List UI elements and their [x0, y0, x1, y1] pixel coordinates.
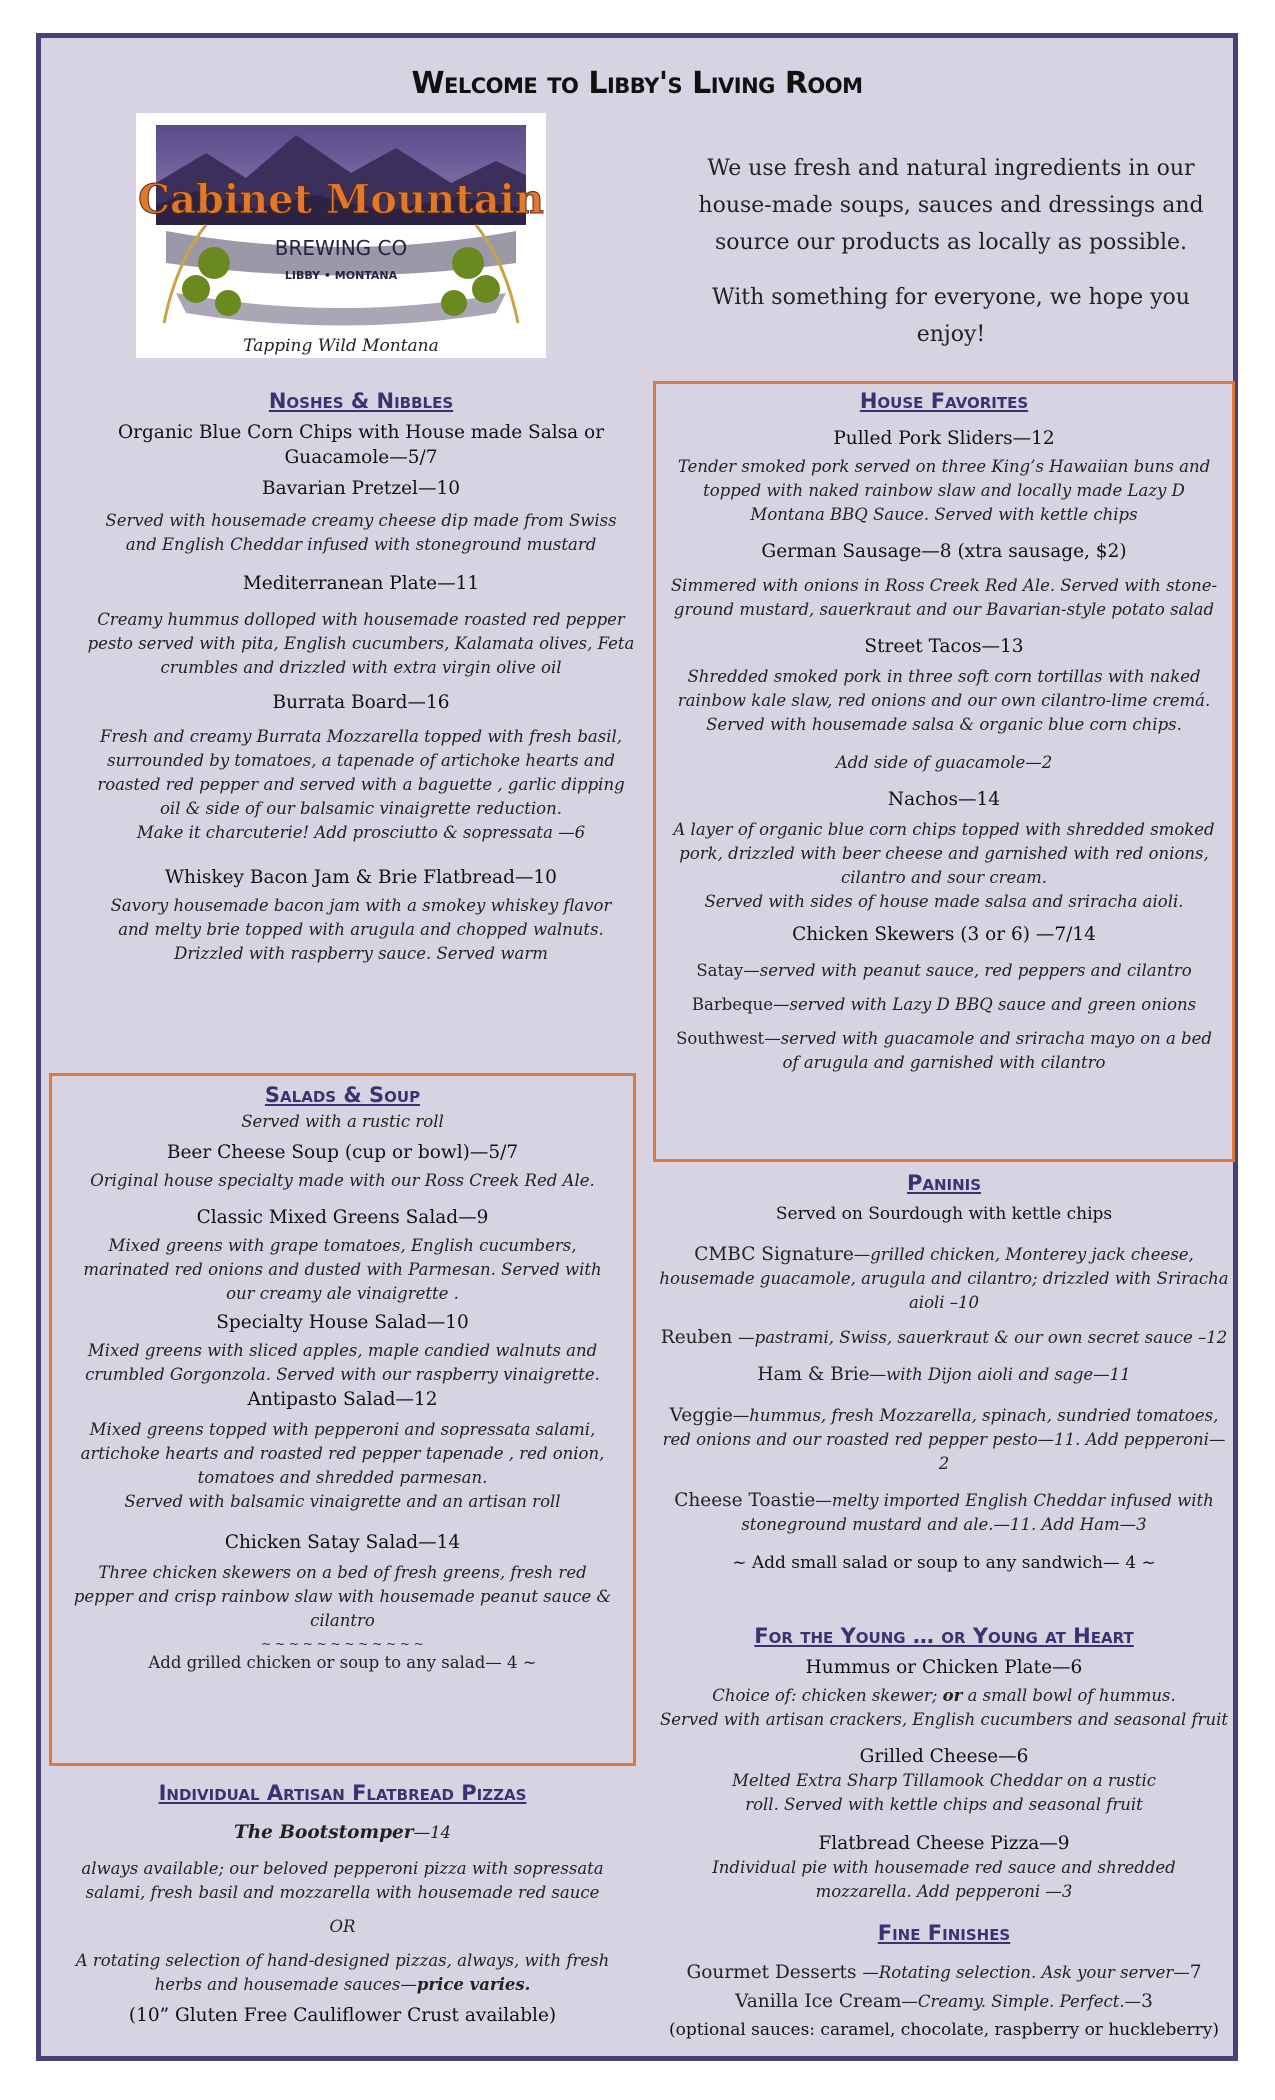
item-description: Mixed greens with grape tomatoes, English cucumbers, marinated red onions and dusted with Parmesan. Served with our creamy ale vinaigrette . — [83, 1236, 602, 1303]
menu-item: Hummus or Chicken Plate—6 — [805, 1657, 1083, 1678]
logo-tagline: Tapping Wild Montana — [243, 336, 439, 356]
section-house-favorites — [653, 381, 1235, 1162]
section-paninis — [653, 1168, 1235, 1575]
skewer-option-name: Satay — [696, 961, 744, 980]
menu-page — [36, 33, 1238, 2061]
item-description: Mixed greens topped with pepperoni and sopressata salami, artichoke hearts and roasted red pepper tapenade , red onion, tomatoes and shredded parmesan. — [80, 1420, 605, 1487]
panini-desc: —pastrami, Swiss, sauerkraut & our own secret sauce –12 — [738, 1328, 1228, 1347]
section-heading: Noshes & Nibbles — [268, 389, 454, 413]
dessert-item — [653, 1960, 1235, 1985]
panini-desc: —hummus, fresh Mozzarella, spinach, sundried tomatoes, red onions and our roasted red pepper pesto—11. Add pepperoni—2 — [662, 1406, 1226, 1473]
dessert-name: Gourmet Desserts — [686, 1962, 863, 1983]
item-description: Savory housemade bacon jam with a smokey whiskey flavor and melty brie topped with arugula and chopped walnuts. Drizzled with raspberry sauce. Served warm — [110, 896, 612, 963]
skewer-option-name: Barbeque — [691, 995, 773, 1014]
logo-brand-text: Cabinet Mountain — [138, 176, 544, 223]
price-varies: price varies. — [416, 1975, 531, 1994]
item-extra: Served with sides of house made salsa and sriracha aioli. — [704, 892, 1184, 911]
panini-name: Ham & Brie — [757, 1364, 870, 1385]
section-addon: Add grilled chicken or soup to any salad— 4 ~ — [148, 1653, 537, 1672]
menu-item: Flatbread Cheese Pizza—9 — [818, 1833, 1070, 1854]
item-extra: Add side of guacamole—2 — [835, 753, 1053, 772]
section-heading: House Favorites — [859, 389, 1029, 413]
section-heading: For the Young … or Young at Heart — [754, 1624, 1134, 1648]
section-heading: Salads & Soup — [264, 1083, 421, 1107]
rotating-text: A rotating selection of hand-designed pizzas, always, with fresh herbs and housemade sauces— — [75, 1951, 610, 1994]
menu-item — [49, 1820, 636, 1845]
intro-paragraph-1: We use fresh and natural ingredients in our house-made soups, sauces and dressings and source our products as locally as possible. — [698, 156, 1204, 255]
skewer-option — [668, 993, 1220, 1017]
brewery-logo — [136, 113, 546, 358]
section-heading: Paninis — [906, 1171, 982, 1195]
item-description: Tender smoked pork served on three King’s Hawaiian buns and topped with naked rainbow slaw and locally made Lazy D Montana BBQ Sauce. Served with kettle chips — [677, 457, 1211, 524]
pizza-price: —14 — [413, 1823, 452, 1842]
item-description: Individual pie with housemade red sauce and shredded mozzarella. Add pepperoni —3 — [712, 1858, 1176, 1901]
item-description — [49, 1949, 636, 1997]
skewer-option-name: Southwest — [676, 1029, 765, 1048]
dessert-price: 3 — [1141, 1991, 1153, 2012]
menu-item: Grilled Cheese—6 — [859, 1746, 1029, 1767]
dessert-name: Vanilla Ice Cream — [735, 1991, 902, 2012]
item-description: Served with housemade creamy cheese dip made from Swiss and English Cheddar infused with stoneground mustard — [105, 511, 617, 554]
item-description: Simmered with onions in Ross Creek Red Ale. Served with stone-ground mustard, sauerkraut and our Bavarian-style potato salad — [670, 576, 1218, 619]
section-fine-finishes — [653, 1918, 1235, 2042]
menu-item: Chicken Skewers (3 or 6) —7/14 — [792, 924, 1096, 945]
menu-item: Specialty House Salad—10 — [216, 1312, 469, 1333]
item-description: A layer of organic blue corn chips topped with shredded smoked pork, drizzled with beer cheese and garnished with red onions, cilantro and sour cream. — [673, 820, 1215, 887]
item-description: Melted Extra Sharp Tillamook Cheddar on a rustic roll. Served with kettle chips and seasonal fruit — [731, 1771, 1157, 1814]
panini-item — [659, 1242, 1229, 1315]
panini-name: Reuben — [660, 1327, 739, 1348]
hummus-desc-b: a small bowl of hummus. — [962, 1686, 1176, 1705]
panini-name: Cheese Toastie — [674, 1490, 816, 1511]
menu-item: Pulled Pork Sliders—12 — [833, 428, 1055, 449]
menu-item: German Sausage—8 (xtra sausage, $2) — [761, 541, 1127, 562]
menu-item: Antipasto Salad—12 — [247, 1389, 438, 1410]
divider-tilde: ~ ~ ~ ~ ~ ~ ~ ~ ~ ~ ~ ~ — [261, 1637, 424, 1651]
section-heading: Fine Finishes — [877, 1921, 1011, 1945]
section-subtitle: Served on Sourdough with kettle chips — [775, 1204, 1113, 1224]
panini-name: CMBC Signature — [694, 1244, 854, 1265]
menu-item: Burrata Board—16 — [272, 692, 450, 713]
section-subtitle: Served with a rustic roll — [241, 1112, 444, 1131]
dessert-price: 7 — [1189, 1962, 1202, 1983]
panini-desc: —melty imported English Cheddar infused with stoneground mustard and ale.—11. Add Ham—3 — [741, 1491, 1214, 1534]
panini-item — [659, 1362, 1229, 1387]
gluten-free-note: (10” Gluten Free Cauliflower Crust available) — [128, 2005, 557, 2026]
menu-item: Chicken Satay Salad—14 — [224, 1532, 461, 1553]
section-young — [653, 1621, 1235, 1904]
logo-graphic — [136, 113, 546, 358]
section-heading: Individual Artisan Flatbread Pizzas — [158, 1781, 527, 1805]
sauce-note: (optional sauces: caramel, chocolate, raspberry or huckleberry) — [669, 2020, 1219, 2040]
hummus-desc-a: Choice of: chicken skewer; — [712, 1686, 943, 1705]
menu-item: Beer Cheese Soup (cup or bowl)—5/7 — [166, 1142, 519, 1163]
section-pizzas — [49, 1778, 636, 2028]
intro-paragraph-2: With something for everyone, we hope you enjoy! — [712, 285, 1190, 347]
panini-item — [659, 1488, 1229, 1537]
item-description: Creamy hummus dolloped with housemade roasted red pepper pesto served with pita, English cucumbers, Kalamata olives, Feta crumbles and drizzled with extra virgin olive oil — [87, 610, 635, 677]
item-description: Served with artisan crackers, English cucumbers and seasonal fruit — [659, 1710, 1229, 1729]
menu-item: Bavarian Pretzel—10 — [261, 478, 461, 499]
panini-desc: —with Dijon aioli and sage—11 — [869, 1365, 1131, 1384]
menu-item: Whiskey Bacon Jam & Brie Flatbread—10 — [165, 867, 557, 888]
menu-item: Organic Blue Corn Chips with House made Salsa or Guacamole—5/7 — [117, 422, 605, 468]
item-description: Fresh and creamy Burrata Mozzarella topped with fresh basil, surrounded by tomatoes, a tapenade of artichoke hearts and roasted red pepper and served with a baguette , garlic dipping oil & side of our balsamic vinaigrette reduction. — [97, 727, 625, 818]
menu-item: Classic Mixed Greens Salad—9 — [196, 1207, 489, 1228]
logo-location-text: LIBBY • MONTANA — [284, 269, 398, 282]
item-description: Original house specialty made with our Ross Creek Red Ale. — [90, 1171, 595, 1190]
item-description: always available; our beloved pepperoni pizza with sopressata salami, fresh basil and mozzarella with housemade red sauce — [81, 1859, 604, 1902]
dessert-item — [653, 1989, 1235, 2014]
page-title: Welcome to Libby's Living Room — [411, 66, 863, 101]
menu-item: Street Tacos—13 — [864, 636, 1024, 657]
dessert-desc: —Creamy. Simple. Perfect.— — [901, 1992, 1142, 2011]
section-addon: ~ Add small salad or soup to any sandwich— 4 ~ — [732, 1553, 1156, 1573]
menu-item: Nachos—14 — [887, 789, 1001, 810]
dessert-desc: —Rotating selection. Ask your server— — [862, 1963, 1190, 1982]
item-description: Three chicken skewers on a bed of fresh greens, fresh red pepper and crisp rainbow slaw with housemade peanut sauce & cilantro — [73, 1563, 612, 1630]
item-extra: Served with balsamic vinaigrette and an artisan roll — [124, 1492, 561, 1511]
hummus-or: or — [942, 1686, 963, 1705]
panini-item — [659, 1325, 1229, 1350]
panini-desc: —grilled chicken, Monterey jack cheese, housemade guacamole, arugula and cilantro; drizzled with Sriracha aioli –10 — [659, 1245, 1229, 1312]
skewer-option — [668, 959, 1220, 983]
panini-name: Veggie — [669, 1405, 733, 1426]
section-salads — [49, 1073, 636, 1766]
skewer-option — [668, 1027, 1220, 1075]
logo-brewing-text: BREWING CO — [274, 236, 408, 260]
item-extra: Make it charcuterie! Add prosciutto & sopressata —6 — [136, 823, 586, 842]
pizza-name: The Bootstomper — [233, 1822, 414, 1843]
item-description — [653, 1684, 1235, 1708]
skewer-option-desc: —served with peanut sauce, red peppers and cilantro — [743, 961, 1192, 980]
panini-item — [659, 1403, 1229, 1476]
item-description: Mixed greens with sliced apples, maple candied walnuts and crumbled Gorgonzola. Served with our raspberry vinaigrette. — [85, 1341, 600, 1384]
skewer-option-desc: —served with guacamole and sriracha mayo on a bed of arugula and garnished with cilantro — [764, 1029, 1212, 1072]
item-description: Shredded smoked pork in three soft corn tortillas with naked rainbow kale slaw, red onions and our own cilantro-lime cremá. Served with housemade salsa & organic blue corn chips. — [677, 667, 1211, 734]
section-noshes — [61, 386, 661, 966]
or-divider: OR — [329, 1917, 356, 1936]
intro-text — [681, 150, 1221, 371]
menu-item: Mediterranean Plate—11 — [242, 573, 480, 594]
skewer-option-desc: —served with Lazy D BBQ sauce and green onions — [773, 995, 1197, 1014]
